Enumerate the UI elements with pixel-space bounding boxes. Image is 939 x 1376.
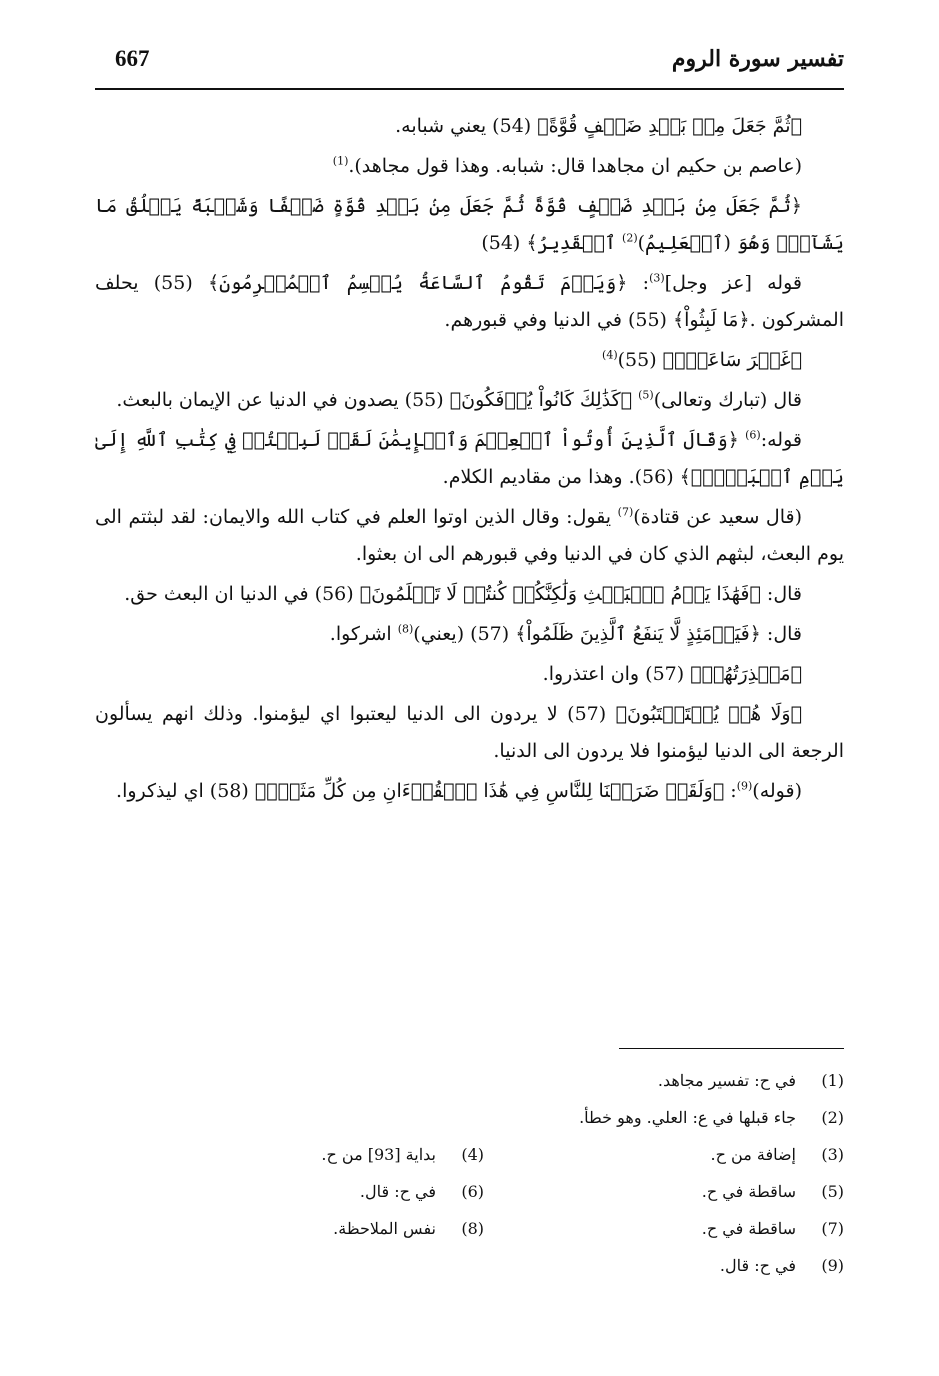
footnote [124, 1219, 484, 1238]
page-number: 667 [115, 46, 150, 71]
text-segment: ﴿غَيۡرَ سَاعَةٍۚ﴾ (55) [617, 349, 802, 371]
paragraph [95, 656, 844, 693]
footnote [484, 1219, 844, 1238]
text-segment: قوله [عز وجل] [664, 272, 802, 294]
paragraph [95, 108, 844, 145]
paragraph [95, 696, 844, 770]
footnote-text: في ح: قال. [359, 1182, 436, 1201]
paragraph [95, 499, 844, 573]
text-segment: ﴿مَعۡذِرَتُهُمۡ﴾ (57) وان اعتذروا. [542, 663, 802, 685]
footnote-row [95, 1136, 844, 1173]
footnote-text: في ح: تفسير مجاهد. [657, 1071, 796, 1090]
footnote-marker: (1) [332, 154, 349, 168]
page-header [95, 42, 844, 90]
footnote [484, 1108, 844, 1127]
text-segment: ٱلۡقَدِيرُ﴾ (54) [481, 232, 616, 254]
text-segment: يقول: وقال الذين اوتوا العلم في كتاب الله والايمان: لقد لبثتم الى يوم البعث، لبثهم الذي كان في الدنيا وفي قبورهم الى ان بعثوا. [95, 506, 844, 565]
footnote-row [95, 1173, 844, 1210]
text-segment: ﴿كَذَٰلِكَ كَانُواْ يُؤۡفَكُونَ﴾ (55) يصدون في الدنيا عن الإيمان بالبعث. [116, 389, 639, 411]
paragraph [95, 265, 844, 339]
footnote-marker: (6) [745, 428, 761, 442]
text-segment: ﴿وَلَا هُمۡ يُسۡتَعۡتَبُونَ﴾ (57) لا يردون الى الدنيا ليعتبوا اي ليؤمنوا. وذلك انهم يسألون الرجعة الى الدنيا ليؤمنوا فلا يردون الى الدنيا. [95, 703, 844, 762]
footnote-number: (3) [821, 1145, 844, 1164]
paragraph [95, 616, 844, 653]
text-segment: ﴿ثُمَّ جَعَلَ مِنۢ بَعۡدِ ضَعۡفٍ قُوَّةً﴾ (54) يعني شبابه. [395, 115, 802, 137]
footnote-marker: (9) [736, 779, 753, 793]
footnote [124, 1145, 484, 1164]
footnote-row [95, 1062, 844, 1099]
footnote-number: (2) [821, 1108, 844, 1127]
text-segment: (قال سعيد عن قتادة) [633, 506, 802, 528]
footnote-number: (7) [821, 1219, 844, 1238]
running-title: تفسير سورة الروم [671, 46, 844, 72]
footnote-number: (8) [461, 1219, 484, 1238]
footnote-marker: (7) [617, 505, 634, 519]
text-segment: ﴿ثُمَّ جَعَلَ مِنۢ بَعۡدِ ضَعۡفٍ قُوَّةً ثُمَّ جَعَلَ مِنۢ بَعۡدِ قُوَّةٍ ضَعۡفًا وَشَيۡبَةً يَخۡلُقُ مَا يَشَآءُۚ وَهُوَ (ٱلۡعَلِيمُ) [95, 195, 844, 254]
text-segment: (قوله) [752, 780, 802, 802]
text-segment: : ﴿وَيَوۡمَ تَقُومُ ٱلسَّاعَةُ يُقۡسِمُ ٱلۡمُجۡرِمُونَ﴾ (55) يحلف المشركون .﴿مَا لَبِثُواْ﴾ (55) في الدنيا وفي قبورهم. [95, 272, 844, 331]
footnote [484, 1256, 844, 1275]
paragraph [95, 188, 844, 262]
footnote-text: جاء قبلها في ع: العلي. وهو خطأ. [579, 1108, 796, 1127]
footnote-text: إضافة من ح. [710, 1145, 796, 1164]
footnote-divider [619, 1048, 844, 1049]
footnote-number: (6) [461, 1182, 484, 1201]
footnote-text: ساقطة في ح. [701, 1219, 796, 1238]
footnote-marker: (2) [622, 231, 638, 245]
footnote-number: (9) [821, 1256, 844, 1275]
paragraph [95, 576, 844, 613]
paragraph [95, 148, 844, 185]
main-text [95, 108, 844, 813]
footnote-number: (5) [821, 1182, 844, 1201]
footnote-number: (1) [821, 1071, 844, 1090]
footnote-text: ساقطة في ح. [701, 1182, 796, 1201]
text-segment: قال (تبارك وتعالى) [653, 389, 802, 411]
footnote-marker: (4) [602, 348, 618, 362]
footnote-number: (4) [461, 1145, 484, 1164]
footnote [484, 1145, 844, 1164]
footnote [124, 1182, 484, 1201]
text-segment: : ﴿وَلَقَدۡ ضَرَبۡنَا لِلنَّاسِ فِي هَٰذَا ٱلۡقُرۡءَانِ مِن كُلِّ مَثَلٍۚ﴾ (58) اي ليذكروا. [116, 780, 737, 802]
text-segment: ﴿وَقَالَ ٱلَّذِينَ أُوتُواْ ٱلۡعِلۡمَ وَٱلۡإِيمَٰنَ لَقَدۡ لَبِثۡتُمۡ فِي كِتَٰبِ ٱللَّهِ إِلَىٰ يَوۡمِ ٱلۡبَعۡثِۖ﴾ (56). وهذا من مقاديم الكلام. [95, 429, 844, 488]
paragraph [95, 382, 844, 419]
footnote-row [95, 1247, 844, 1284]
text-segment: قال: ﴿فَهَٰذَا يَوۡمُ ٱلۡبَعۡثِ وَلَٰكِنَّكُمۡ كُنتُمۡ لَا تَعۡلَمُونَ﴾ (56) في الدنيا ان البعث حق. [124, 583, 802, 605]
footnote-marker: (3) [649, 271, 665, 285]
footnotes [95, 1062, 844, 1284]
footnote-marker: (8) [397, 622, 414, 636]
footnote-marker: (5) [638, 388, 654, 402]
paragraph [95, 422, 844, 496]
text-segment: قوله: [760, 429, 802, 451]
footnote-row [95, 1099, 844, 1136]
footnote-text: في ح: قال. [719, 1256, 796, 1275]
footnote [484, 1071, 844, 1090]
footnote-text: نفس الملاحظة. [333, 1219, 436, 1238]
footnote-text: بداية [93] من ح. [321, 1145, 436, 1164]
footnote-row [95, 1210, 844, 1247]
paragraph [95, 342, 844, 379]
paragraph [95, 773, 844, 810]
text-segment: قال: ﴿فَيَوۡمَئِذٍ لَّا يَنفَعُ ٱلَّذِينَ ظَلَمُواْ﴾ (57) (يعني) [413, 623, 802, 645]
text-segment: اشركوا. [329, 623, 398, 645]
text-segment: (عاصم بن حكيم ان مجاهدا قال: شبابه. وهذا قول مجاهد). [348, 155, 802, 177]
footnote [484, 1182, 844, 1201]
